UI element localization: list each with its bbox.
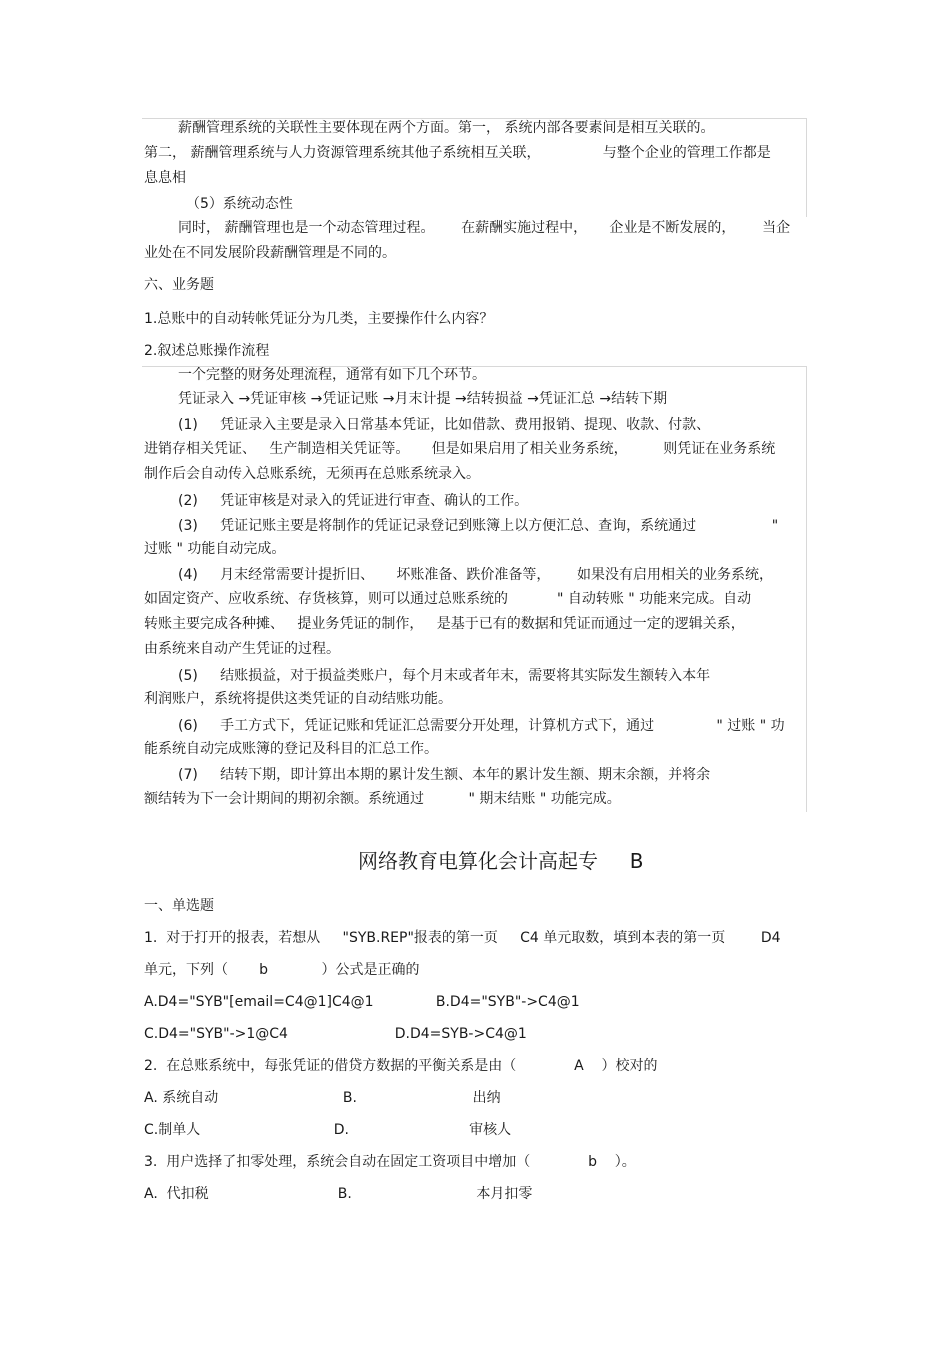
- paragraph-line: 业处在不同发展阶段薪酬管理是不同的。: [144, 245, 396, 261]
- paragraph-line: 第二， 薪酬管理系统与人力资源管理系统其他子系统相互关联， 与整个企业的管理工作都是: [144, 145, 771, 161]
- question-2: 2.叙述总账操作流程: [144, 343, 270, 359]
- paragraph-line: 过账 " 功能自动完成。: [144, 541, 286, 557]
- paragraph-line: 息息相: [144, 170, 186, 186]
- paragraph-line: (1) 凭证录入主要是录入日常基本凭证，比如借款、费用报销、提现、收款、付款、: [178, 417, 711, 433]
- question-1: 1.总账中的自动转帐凭证分为几类，主要操作什么内容？: [144, 311, 494, 327]
- exam-options-ab: A. 代扣税 B. 本月扣零: [144, 1186, 533, 1202]
- exam-question-1-cont: 单元，下列（ b ）公式是正确的: [144, 962, 420, 978]
- paragraph-line: (3) 凭证记账主要是将制作的凭证记录登记到账簿上以方便汇总、查询，系统通过 ": [178, 518, 779, 534]
- paragraph-line: 同时， 薪酬管理也是一个动态管理过程。 在薪酬实施过程中， 企业是不断发展的， 当企: [178, 220, 791, 236]
- paragraph-line: 额结转为下一会计期间的期初余额。系统通过 " 期末结账 " 功能完成。: [144, 791, 621, 807]
- paragraph-line: (2) 凭证审核是对录入的凭证进行审查、确认的工作。: [178, 493, 529, 509]
- exam-question-1: 1. 对于打开的报表，若想从 "SYB.REP"报表的第一页 C4 单元取数，填到本表的第一页 D4: [144, 930, 781, 946]
- exam-title: 网络教育电算化会计高起专 B: [358, 849, 644, 873]
- paragraph-line: 薪酬管理系统的关联性主要体现在两个方面。第一， 系统内部各要素间是相互关联的。: [178, 120, 715, 136]
- flow-line: 凭证录入 →凭证审核 →凭证记账 →月末计提 →结转损益 →凭证汇总 →结转下期: [178, 391, 668, 407]
- exam-question-2: 2. 在总账系统中，每张凭证的借贷方数据的平衡关系是由（ A ）校对的: [144, 1058, 658, 1074]
- exam-question-3: 3. 用户选择了扣零处理，系统会自动在固定工资项目中增加（ b ）。: [144, 1154, 636, 1170]
- paragraph-line: (5) 结账损益，对于损益类账户，每个月末或者年末，需要将其实际发生额转入本年: [178, 668, 711, 684]
- paragraph-line: 如固定资产、应收系统、存货核算，则可以通过总账系统的 " 自动转账 " 功能来完成。自动: [144, 591, 752, 607]
- paragraph-line: 由系统来自动产生凭证的过程。: [144, 641, 340, 657]
- subheading: （5）系统动态性: [186, 196, 293, 212]
- exam-options-ab: A. 系统自动 B. 出纳: [144, 1090, 501, 1106]
- section-heading: 一、单选题: [144, 898, 214, 914]
- paragraph-line: 转账主要完成各种摊、 提业务凭证的制作， 是基于已有的数据和凭证而通过一定的逻辑关系，: [144, 616, 745, 632]
- exam-options-ab: A.D4="SYB"[email=C4@1]C4@1 B.D4="SYB"->C4@1: [144, 994, 580, 1010]
- section-heading: 六、业务题: [144, 277, 214, 293]
- exam-options-cd: C.制单人 D. 审核人: [144, 1122, 512, 1138]
- exam-options-cd: C.D4="SYB"->1@C4 D.D4=SYB->C4@1: [144, 1026, 527, 1042]
- paragraph-line: 利润账户，系统将提供这类凭证的自动结账功能。: [144, 691, 452, 707]
- paragraph-line: 能系统自动完成账簿的登记及科目的汇总工作。: [144, 741, 438, 757]
- paragraph-line: 一个完整的财务处理流程，通常有如下几个环节。: [178, 367, 486, 383]
- paragraph-line: 制作后会自动传入总账系统，无须再在总账系统录入。: [144, 466, 480, 482]
- paragraph-line: (6) 手工方式下，凭证记账和凭证汇总需要分开处理，计算机方式下，通过 " 过账 " 功: [178, 718, 785, 734]
- paragraph-line: (7) 结转下期，即计算出本期的累计发生额、本年的累计发生额、期末余额，并将余: [178, 767, 711, 783]
- paragraph-line: 进销存相关凭证、 生产制造相关凭证等。 但是如果启用了相关业务系统， 则凭证在业务系统: [144, 441, 776, 457]
- paragraph-line: (4) 月末经常需要计提折旧、 坏账准备、跌价准备等， 如果没有启用相关的业务系统，: [178, 567, 774, 583]
